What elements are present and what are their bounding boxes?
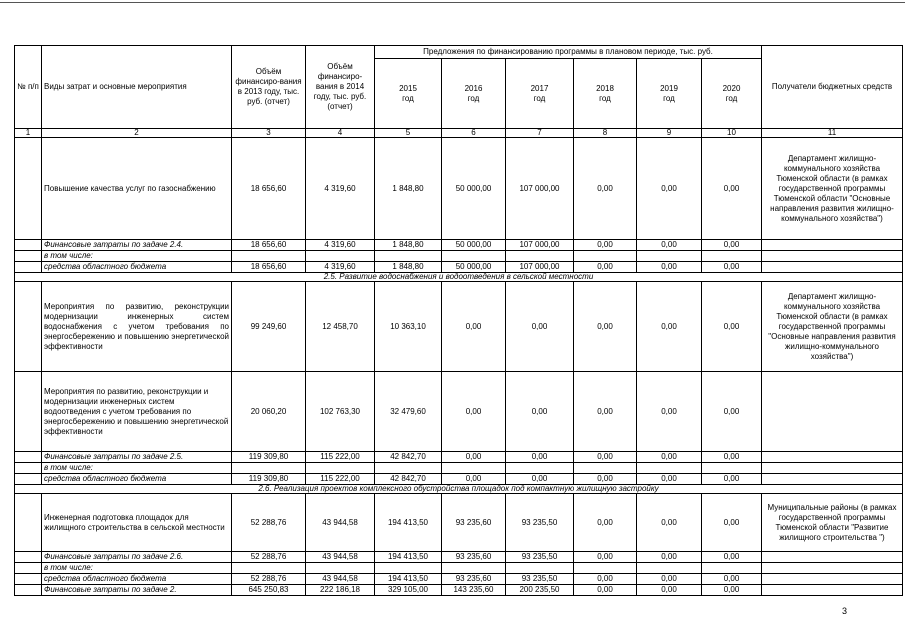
- table-row: [15, 585, 903, 596]
- value-cell: 119 309,80: [232, 452, 306, 463]
- value-cell: 1 848,80: [375, 138, 442, 240]
- table-row: [15, 452, 903, 463]
- table-row: [15, 494, 903, 552]
- value-cell: 0,00: [506, 282, 574, 372]
- header-proposals: Предложения по финансированию программы в плановом периоде, тыс. руб.: [375, 46, 762, 59]
- page-number: 3: [842, 606, 848, 616]
- value-cell: 0,00: [574, 452, 637, 463]
- column-index: 5: [375, 129, 442, 138]
- header-no: № п/п: [15, 46, 42, 129]
- value-cell: 0,00: [702, 282, 762, 372]
- header-year: 2019 год: [637, 59, 702, 129]
- value-cell: 0,00: [637, 138, 702, 240]
- value-cell: 194 413,50: [375, 552, 442, 563]
- value-cell: 18 656,60: [232, 240, 306, 251]
- total-label: Финансовые затраты по задаче 2.4.: [42, 240, 232, 251]
- recipient-cell: Департамент жилищно-коммунального хозяйства Тюменской области (в рамках государственной программы Тюменской области "Основные направления развития жилищно-коммунального хозяйства"): [762, 138, 903, 240]
- value-cell: 4 319,60: [306, 138, 375, 240]
- value-cell: 0,00: [442, 452, 506, 463]
- grand-total-label: Финансовые затраты по задаче 2.: [42, 585, 232, 596]
- header-recipients: Получатели бюджетных средств: [762, 46, 903, 129]
- column-index: 10: [702, 129, 762, 138]
- value-cell: 0,00: [574, 240, 637, 251]
- section-title: 2.6. Реализация проектов комплексного обустройства площадок под компактную жилищную застройку: [15, 485, 903, 494]
- value-cell: 0,00: [574, 372, 637, 452]
- value-cell: 0,00: [574, 474, 637, 485]
- value-cell: 43 944,58: [306, 552, 375, 563]
- column-index-row: [15, 129, 903, 138]
- header-year: 2016 год: [442, 59, 506, 129]
- value-cell: 0,00: [702, 552, 762, 563]
- table-row: [15, 574, 903, 585]
- value-cell: 93 235,60: [442, 552, 506, 563]
- value-cell: 0,00: [442, 282, 506, 372]
- regional-budget-label: средства областного бюджета: [42, 474, 232, 485]
- value-cell: 0,00: [442, 372, 506, 452]
- value-cell: 0,00: [702, 474, 762, 485]
- value-cell: 43 944,58: [306, 574, 375, 585]
- column-index: 6: [442, 129, 506, 138]
- value-cell: 50 000,00: [442, 262, 506, 273]
- value-cell: 0,00: [702, 372, 762, 452]
- value-cell: 52 288,76: [232, 574, 306, 585]
- value-cell: 50 000,00: [442, 138, 506, 240]
- value-cell: 20 060,20: [232, 372, 306, 452]
- header-year: 2015 год: [375, 59, 442, 129]
- value-cell: 43 944,58: [306, 494, 375, 552]
- value-cell: 0,00: [702, 262, 762, 273]
- value-cell: 115 222,00: [306, 474, 375, 485]
- table-row: [15, 282, 903, 372]
- value-cell: 0,00: [637, 282, 702, 372]
- value-cell: 102 763,30: [306, 372, 375, 452]
- value-cell: 0,00: [574, 138, 637, 240]
- column-index: 8: [574, 129, 637, 138]
- value-cell: 93 235,60: [442, 574, 506, 585]
- column-index: 1: [15, 129, 42, 138]
- value-cell: 99 249,60: [232, 282, 306, 372]
- column-index: 2: [42, 129, 232, 138]
- value-cell: 0,00: [574, 282, 637, 372]
- table-row: [15, 563, 903, 574]
- value-cell: 18 656,60: [232, 262, 306, 273]
- value-cell: 93 235,60: [442, 494, 506, 552]
- value-cell: 0,00: [574, 552, 637, 563]
- section-title: 2.5. Развитие водоснабжения и водоотведения в сельской местности: [15, 273, 903, 282]
- section-row: [15, 273, 903, 282]
- value-cell: 143 235,60: [442, 585, 506, 596]
- activity-name: Мероприятия по развитию, реконструкции и модернизации инженерных систем водоотведения с учетом требования по энергосбережению и повышению энергетической эффективности: [42, 372, 232, 452]
- value-cell: 0,00: [637, 585, 702, 596]
- value-cell: 0,00: [637, 494, 702, 552]
- value-cell: 0,00: [637, 574, 702, 585]
- header-year: 2020 год: [702, 59, 762, 129]
- including-label: в том числе:: [42, 463, 232, 474]
- regional-budget-label: средства областного бюджета: [42, 574, 232, 585]
- column-index: 4: [306, 129, 375, 138]
- value-cell: 0,00: [702, 494, 762, 552]
- recipient-cell: Департамент жилищно-коммунального хозяйства Тюменской области (в рамках государственной программы "Основные направления развития жилищно-коммунального хозяйства"): [762, 282, 903, 372]
- including-label: в том числе:: [42, 563, 232, 574]
- table-row: [15, 262, 903, 273]
- activity-name: Мероприятия по развитию, реконструкции модернизации инженерных систем водоснабжения с учетом требования по энергосбережению и повышению энергетической эффективности: [42, 282, 232, 372]
- value-cell: 0,00: [574, 585, 637, 596]
- including-label: в том числе:: [42, 251, 232, 262]
- value-cell: 119 309,80: [232, 474, 306, 485]
- value-cell: 107 000,00: [506, 262, 574, 273]
- value-cell: 42 842,70: [375, 474, 442, 485]
- value-cell: 329 105,00: [375, 585, 442, 596]
- value-cell: 107 000,00: [506, 138, 574, 240]
- header-year: 2017 год: [506, 59, 574, 129]
- header-2013: Объём финансиро-вания в 2013 году, тыс. руб. (отчет): [232, 46, 306, 129]
- section-row: [15, 485, 903, 494]
- regional-budget-label: средства областного бюджета: [42, 262, 232, 273]
- top-rule: [0, 2, 905, 3]
- column-index: 9: [637, 129, 702, 138]
- value-cell: 32 479,60: [375, 372, 442, 452]
- value-cell: 12 458,70: [306, 282, 375, 372]
- value-cell: 0,00: [637, 452, 702, 463]
- header-name: Виды затрат и основные мероприятия: [42, 46, 232, 129]
- total-label: Финансовые затраты по задаче 2.6.: [42, 552, 232, 563]
- value-cell: 0,00: [574, 494, 637, 552]
- value-cell: 93 235,50: [506, 574, 574, 585]
- value-cell: 0,00: [702, 585, 762, 596]
- table-row: [15, 251, 903, 262]
- value-cell: 194 413,50: [375, 574, 442, 585]
- value-cell: 222 186,18: [306, 585, 375, 596]
- header-year: 2018 год: [574, 59, 637, 129]
- value-cell: 107 000,00: [506, 240, 574, 251]
- value-cell: 645 250,83: [232, 585, 306, 596]
- value-cell: 0,00: [637, 474, 702, 485]
- value-cell: 0,00: [702, 574, 762, 585]
- value-cell: 93 235,50: [506, 494, 574, 552]
- table-row: [15, 474, 903, 485]
- value-cell: 4 319,60: [306, 240, 375, 251]
- column-index: 7: [506, 129, 574, 138]
- column-index: 11: [762, 129, 903, 138]
- value-cell: 1 848,80: [375, 240, 442, 251]
- table-row: [15, 240, 903, 251]
- value-cell: 200 235,50: [506, 585, 574, 596]
- financing-table-sheet: [14, 45, 903, 596]
- value-cell: 0,00: [574, 574, 637, 585]
- total-label: Финансовые затраты по задаче 2.5.: [42, 452, 232, 463]
- value-cell: 0,00: [506, 474, 574, 485]
- financing-table: [14, 45, 903, 596]
- value-cell: 0,00: [574, 262, 637, 273]
- value-cell: 0,00: [637, 372, 702, 452]
- value-cell: 50 000,00: [442, 240, 506, 251]
- activity-name: Инженерная подготовка площадок для жилищного строительства в сельской местности: [42, 494, 232, 552]
- value-cell: 0,00: [702, 138, 762, 240]
- value-cell: 0,00: [637, 552, 702, 563]
- value-cell: 52 288,76: [232, 552, 306, 563]
- value-cell: 10 363,10: [375, 282, 442, 372]
- value-cell: 115 222,00: [306, 452, 375, 463]
- value-cell: 0,00: [702, 452, 762, 463]
- value-cell: 0,00: [506, 452, 574, 463]
- value-cell: 93 235,50: [506, 552, 574, 563]
- table-row: [15, 138, 903, 240]
- table-row: [15, 372, 903, 452]
- value-cell: 1 848,80: [375, 262, 442, 273]
- activity-name: Повышение качества услуг по газоснабжению: [42, 138, 232, 240]
- value-cell: 0,00: [702, 240, 762, 251]
- value-cell: 52 288,76: [232, 494, 306, 552]
- value-cell: 0,00: [637, 262, 702, 273]
- value-cell: 194 413,50: [375, 494, 442, 552]
- value-cell: 0,00: [506, 372, 574, 452]
- header-2014: Объём финансиро-вания в 2014 году, тыс. руб. (отчет): [306, 46, 375, 129]
- table-row: [15, 552, 903, 563]
- value-cell: 42 842,70: [375, 452, 442, 463]
- table-row: [15, 463, 903, 474]
- recipient-cell: Муниципальные районы (в рамках государственной программы Тюменской области "Развитие жилищного строительства "): [762, 494, 903, 552]
- value-cell: 4 319,60: [306, 262, 375, 273]
- value-cell: 18 656,60: [232, 138, 306, 240]
- value-cell: 0,00: [442, 474, 506, 485]
- value-cell: 0,00: [637, 240, 702, 251]
- column-index: 3: [232, 129, 306, 138]
